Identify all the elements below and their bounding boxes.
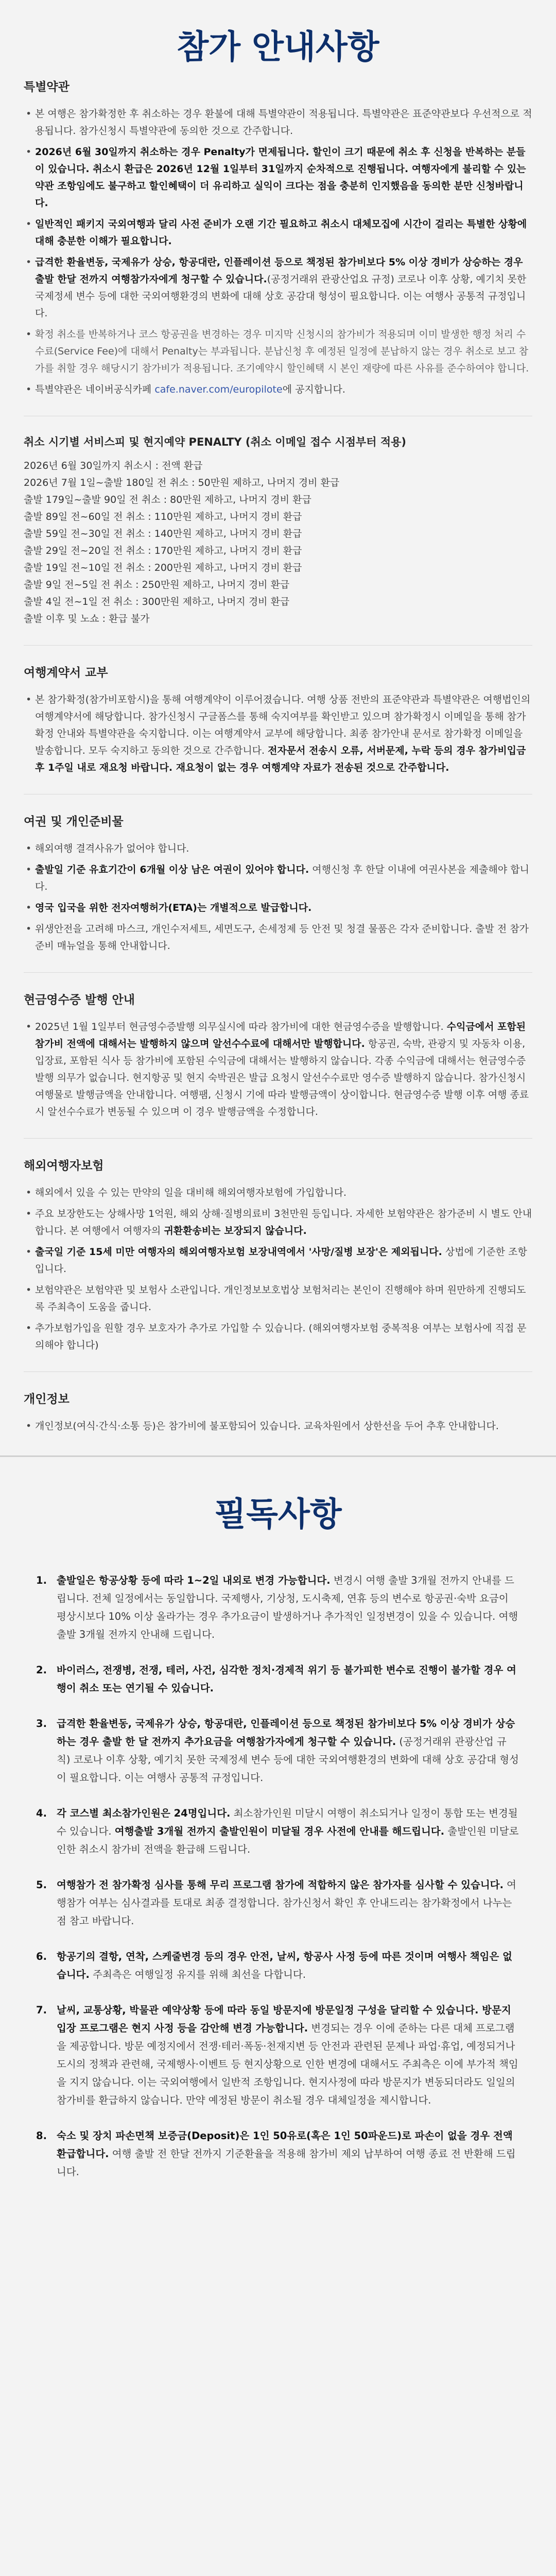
penalty-row: 출발 4일 전~1일 전 취소 : 300만원 제하고, 나머지 경비 환급 <box>24 596 290 607</box>
insurance-section <box>24 1156 532 1354</box>
notice-item: 8. 숙소 및 장치 파손면책 보증금(Deposit)은 1인 50유로(혹은 1인 50파운드)로 파손이 없을 경우 전액 환급합니다. 여행 출발 전 한달 전까지 기준환율을 적용해 참가비 제외 납부하여 여행 종료 전 반환해 드립니다. <box>36 2127 520 2181</box>
special-terms-section <box>24 77 532 398</box>
list-item: • 확정 취소를 반복하거나 코스 항공권을 변경하는 경우 미지막 신청시의 참가비가 적용되며 이미 발생한 행정 처리 수수료(Service Fee)에 대해서 Penalty는 부과됩니다. 분납신청 후 예정된 일정에 분납하지 않는 경우 취소로 보고 참가를 취할 경우 해당시기 참가비가 적용됩니다. 조기예약시 할인혜택 시 본인 재량에 따른 사유를 준수하여야 합니다. <box>24 326 532 377</box>
section-divider <box>24 972 532 973</box>
notice-item: 7. 날씨, 교통상황, 박물관 예약상황 등에 따라 동일 방문지에 방문일정 구성을 달리할 수 있습니다. 방문지 입장 프로그램은 현지 사정 등을 감안해 변경 가능합니다. 변경되는 경우 이에 준하는 다른 대체 프로그램을 제공합니다. 방문 예정지에서 전쟁·테러·폭동·천재지변 등 안전과 관련된 문제나 파업·휴업, 예정되거나 도시의 정책과 관련해, 국제행사·이벤트 등 현지상황으로 인한 변경에 대해서도 주최측은 이에 부가적 책임을 지지 않습니다. 이는 국외여행에서 일반적 조항입니다. 현지사정에 따라 방문지가 변동되더라도 일일의 참가비를 환급하지 않습니다. 만약 예정된 방문이 취소될 경우 대체일정을 제시합니다. <box>36 2001 520 2109</box>
penalty-row: 출발 179일~출발 90일 전 취소 : 80만원 제하고, 나머지 경비 환급 <box>24 494 311 505</box>
list-item: • 본 여행은 참가확정한 후 취소하는 경우 환불에 대해 특별약관이 적용됩니다. 특별약관은 표준약관보다 우선적으로 적용됩니다. 참가신청시 특별약관에 동의한 것으로 간주합니다. <box>24 106 532 140</box>
section-divider <box>24 1138 532 1139</box>
contract-section <box>24 663 532 776</box>
notice-number: 7. <box>36 2004 47 2016</box>
penalty-row: 출발 19일 전~10일 전 취소 : 200만원 제하고, 나머지 경비 환급 <box>24 562 302 573</box>
notices-section <box>0 1571 556 2181</box>
penalty-row: 출발 이후 및 노쇼 : 환급 불가 <box>24 613 150 624</box>
personal-heading: 개인정보 <box>24 1393 70 1406</box>
notice-number: 6. <box>36 1951 47 1962</box>
personal-section <box>24 1389 532 1435</box>
notice-number: 2. <box>36 1664 47 1676</box>
major-divider <box>0 1455 556 1457</box>
list-item: • 일반적인 패키지 국외여행과 달리 사전 준비가 오랜 기간 필요하고 취소시 대체모집에 시간이 걸리는 특별한 상황에 대해 충분한 이해가 필요합니다. <box>24 216 532 250</box>
list-item: • 추가보험가입을 원할 경우 보호자가 추가로 가입할 수 있습니다. (해외여행자보험 중복적용 여부는 보험사에 직접 문의해야 합니다) <box>24 1320 532 1354</box>
notice-item: 1. 출발일은 항공상황 등에 따라 1~2일 내외로 변경 가능합니다. 변경시 여행 출발 3개월 전까지 안내를 드립니다. 전체 일정에서는 동일합니다. 국제행사, 기상청, 도시축제, 연휴 등의 변수로 항공권·숙박 요금이 평상시보다 10% 이상 올라가는 경우 추가요금이 발생하거나 추가적인 일정변경이 있을 수 있습니다. 여행출발 3개월 전까지 안내해 드립니다. <box>36 1571 520 1643</box>
penalty-row: 2026년 6월 30일까지 취소시 : 전액 환급 <box>24 460 203 471</box>
list-item: • 주요 보장한도는 상해사망 1억원, 해외 상해·질병의료비 3천만원 등입니다. 자세한 보험약관은 참가준비 시 별도 안내합니다. 본 여행에서 여행자의 귀환환송비는 보장되지 않습니다. <box>24 1206 532 1240</box>
list-item: • 해외에서 있을 수 있는 만약의 일을 대비해 해외여행자보험에 가입합니다. <box>24 1184 532 1201</box>
passport-heading: 여권 및 개인준비물 <box>24 815 124 828</box>
notice-number: 5. <box>36 1879 47 1891</box>
receipt-text: • 2025년 1월 1일부터 현금영수증발행 의무실시에 따라 참가비에 대한 현금영수증을 발행합니다. 수익금에서 포함된 참가비 전액에 대해서는 발행하지 않으며 알선수수료에 대해서만 발행합니다. 항공권, 숙박, 관광지 및 자동차 이용, 입장료, 포함된 식사 등 참가비에 포함된 수익금에 대해서는 발행하지 않습니다. 각종 수익금에 대해서는 현금영수증 발행 의무가 없습니다. 현지항공 및 현지 숙박권은 발급 요청시 알선수수료만 영수증 발행하지 않습니다. 참가신청시 여행물로 발행금액을 안내합니다. 여행팸, 신청시 기에 따라 발행금액이 상이합니다. 현금영수증 발행 이후 여행 종료시 알선수수료가 변동될 수 있으며 이 경우 발행금액을 수정합니다. <box>24 1019 532 1121</box>
cafe-link[interactable]: cafe.naver.com/europilote <box>154 384 283 395</box>
notice-number: 3. <box>36 1718 47 1730</box>
penalty-row: 출발 59일 전~30일 전 취소 : 140만원 제하고, 나머지 경비 환급 <box>24 528 302 539</box>
notice-number: 4. <box>36 1807 47 1819</box>
list-item: • 2026년 6월 30일까지 취소하는 경우 Penalty가 면제됩니다. 할인이 크기 때문에 취소 후 신청을 반복하는 분들이 있습니다. 취소시 환급은 2026년 12월 1일부터 31일까지 순차적으로 진행됩니다. 여행자에게 불리할 수 있는 약관 조항임에도 불구하고 할인혜택이 더 유리하고 실익이 크다는 점을 충분히 인지했음을 동의한 분만 신청바랍니다. <box>24 144 532 212</box>
notice-item: 6. 항공기의 결항, 연착, 스케줄변경 등의 경우 안전, 날씨, 항공사 사정 등에 따른 것이며 여행사 책임은 없습니다. 주최측은 여행일정 유지를 위해 최선을 다합니다. <box>36 1947 520 1984</box>
notices-title: 필독사항 <box>214 1496 342 1534</box>
page-title: 참가 안내사항 <box>177 28 379 66</box>
list-item: • 출발일 기준 유효기간이 6개월 이상 남은 여권이 있어야 합니다. 여행신청 후 한달 이내에 여권사본을 제출해야 합니다. <box>24 861 532 895</box>
notices-list <box>36 1571 520 2181</box>
passport-section <box>24 812 532 955</box>
special-terms-heading: 특별약관 <box>24 80 70 94</box>
personal-text: • 개인정보(여식·간식·소통 등)은 참가비에 불포함되어 있습니다. 교육차원에서 상한선을 두어 추후 안내합니다. <box>24 1418 532 1435</box>
list-item: • 위생안전을 고려해 마스크, 개인수저세트, 세면도구, 손세정제 등 안전 및 청결 물품은 각자 준비합니다. 출발 전 참가준비 매뉴얼을 통해 안내합니다. <box>24 921 532 955</box>
list-item: • 특별약관은 네이버공식카페 cafe.naver.com/europilote에 공지합니다. <box>24 381 532 398</box>
receipt-section <box>24 990 532 1121</box>
notice-item: 3. 급격한 환율변동, 국제유가 상승, 항공대란, 인플레이션 등으로 책정된 참가비보다 5% 이상 경비가 상승하는 경우 출발 한 달 전까지 추가요금을 여행참가자에게 청구할 수 있습니다. (공정거래위 관광산업 규칙) 코로나 이후 상황, 예기치 못한 국제정세 변수 등에 대한 국외여행환경의 변화에 대해 상호 공감대 형성이 필요합니다. 이는 여행사 공통적 규정입니다. <box>36 1715 520 1787</box>
list-item: • 급격한 환율변동, 국제유가 상승, 항공대란, 인플레이션 등으로 책정된 참가비보다 5% 이상 경비가 상승하는 경우 출발 한달 전까지 여행참가자에게 청구할 수 있습니다.(공정거래위 관광산업요 규정) 코로나 이후 상황, 예기치 못한 국제정세 변수 등에 대한 국외여행환경의 변화에 대해 상호 공감대 형성이 필요합니다. 이는 여행사 공통적 규정입니다. <box>24 254 532 322</box>
special-terms-list <box>24 106 532 398</box>
penalty-row: 출발 29일 전~20일 전 취소 : 170만원 제하고, 나머지 경비 환급 <box>24 545 302 556</box>
penalty-heading: 취소 시기별 서비스피 및 현지예약 PENALTY (취소 이메일 접수 시점부터 적용) <box>24 436 407 448</box>
section-divider <box>24 645 532 646</box>
notice-number: 8. <box>36 2130 47 2142</box>
list-item: • 해외여행 결격사유가 없어야 합니다. <box>24 840 532 857</box>
notice-number: 1. <box>36 1574 47 1586</box>
list-item: • 영국 입국을 위한 전자여행허가(ETA)는 개별적으로 발급합니다. <box>24 900 532 917</box>
notice-item: 5. 여행참가 전 참가확정 심사를 통해 무리 프로그램 참가에 적합하지 않은 참가자를 심사할 수 있습니다. 여행참가 여부는 심사결과를 토대로 최종 결정합니다. 참가신청서 확인 후 안내드리는 참가확정에서 나누는 점 참고 바랍니다. <box>36 1876 520 1930</box>
penalty-row: 출발 9일 전~5일 전 취소 : 250만원 제하고, 나머지 경비 환급 <box>24 579 290 590</box>
notice-item: 2. 바이러스, 전쟁병, 전쟁, 테러, 사건, 심각한 정치·경제적 위기 등 불가피한 변수로 진행이 불가할 경우 여행이 취소 또는 연기될 수 있습니다. <box>36 1661 520 1697</box>
list-item: • 출국일 기준 15세 미만 여행자의 해외여행자보험 보장내역에서 '사망/질병 보장'은 제외됩니다. 상법에 기준한 조항입니다. <box>24 1244 532 1278</box>
receipt-heading: 현금영수증 발행 안내 <box>24 993 135 1007</box>
insurance-heading: 해외여행자보험 <box>24 1159 104 1173</box>
contract-heading: 여행계약서 교부 <box>24 666 108 680</box>
penalty-section <box>24 434 532 628</box>
notice-item: 4. 각 코스별 최소참가인원은 24명입니다. 최소참가인원 미달시 여행이 취소되거나 일정이 통합 또는 변경될 수 있습니다. 여행출발 3개월 전까지 출발인원이 미달될 경우 사전에 안내를 해드립니다. 출발인원 미달로 인한 취소시 참가비 전액을 환급해 드립니다. <box>36 1804 520 1858</box>
list-item: • 보험약관은 보험약관 및 보험사 소관입니다. 개인정보보호법상 보험처리는 본인이 진행해야 하며 원만하게 진행되도록 주최측이 도움을 줍니다. <box>24 1282 532 1316</box>
section-divider <box>24 1371 532 1372</box>
penalty-row: 2026년 7월 1일~출발 180일 전 취소 : 50만원 제하고, 나머지 경비 환급 <box>24 477 340 488</box>
participation-info <box>0 77 556 1435</box>
contract-text: • 본 참가확정(참가비포함시)을 통해 여행계약이 이루어졌습니다. 여행 상품 전반의 표준약관과 특별약관은 여행법인의 여행계약서에 해당합니다. 참가신청시 구글폼스를 통해 숙지여부를 확인받고 있으며 참가확정시 이메일을 통해 참가확정 안내와 특별약관을 숙지합니다. 이는 여행계약서 교부에 해당합니다. 최종 참가안내 문서로 참가확정 이메일을 발송합니다. 모두 숙지하고 동의한 것으로 간주합니다. 전자문서 전송시 오류, 서버문제, 누락 등의 경우 참가비입금 후 1주일 내로 재요청 바랍니다. 재요청이 없는 경우 여행계약 자료가 전송된 것으로 간주합니다. <box>24 691 532 776</box>
penalty-row: 출발 89일 전~60일 전 취소 : 110만원 제하고, 나머지 경비 환급 <box>24 511 302 522</box>
